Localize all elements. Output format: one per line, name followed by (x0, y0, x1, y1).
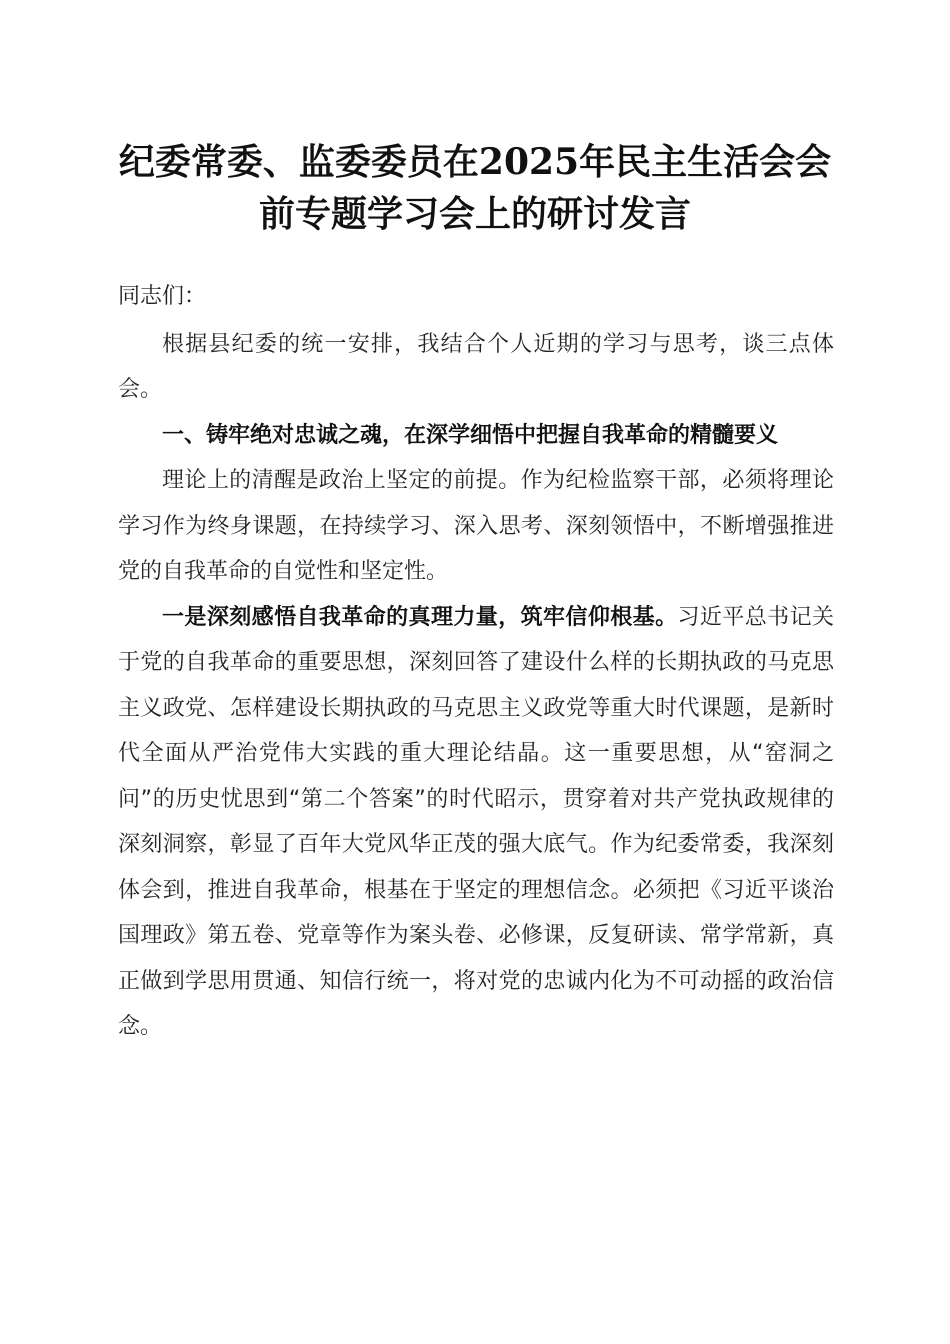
section-1-point-1 (118, 595, 834, 1050)
section-1-paragraph-1: 理论上的清醒是政治上坚定的前提。作为纪检监察干部，必须将理论学习作为终身课题，在持续学习、深入思考、深刻领悟中，不断增强推进党的自我革命的自觉性和坚定性。 (118, 468, 834, 584)
section-1-heading: 一、铸牢绝对忠诚之魂，在深学细悟中把握自我革命的精髓要义 (162, 422, 779, 448)
point-1-lead: 一是深刻感悟自我革命的真理力量，筑牢信仰根基。 (162, 604, 678, 630)
title-line-1: 纪委常委、监委委员在2025年民主生活会会 (118, 141, 832, 183)
document-body (118, 274, 834, 1050)
document-title (80, 136, 870, 240)
point-1-body: 习近平总书记关于党的自我革命的重要思想，深刻回答了建设什么样的长期执政的马克思主义政党、怎样建设长期执政的马克思主义政党等重大时代课题，是新时代全面从严治党伟大实践的重大理论结晶。这一重要思想，从“窑洞之问”的历史忧思到“第二个答案”的时代昭示，贯穿着对共产党执政规律的深刻洞察，彰显了百年大党风华正茂的强大底气。作为纪委常委，我深刻体会到，推进自我革命，根基在于坚定的理想信念。必须把《习近平谈治国理政》第五卷、党章等作为案头卷、必修课，反复研读、常学常新，真正做到学思用贯通、知信行统一，将对党的忠诚内化为不可动摇的政治信念。 (118, 604, 834, 1039)
salutation: 同志们： (118, 284, 207, 309)
title-line-2: 前专题学习会上的研讨发言 (258, 193, 691, 235)
intro-paragraph: 根据县纪委的统一安排，我结合个人近期的学习与思考，谈三点体会。 (118, 331, 834, 402)
